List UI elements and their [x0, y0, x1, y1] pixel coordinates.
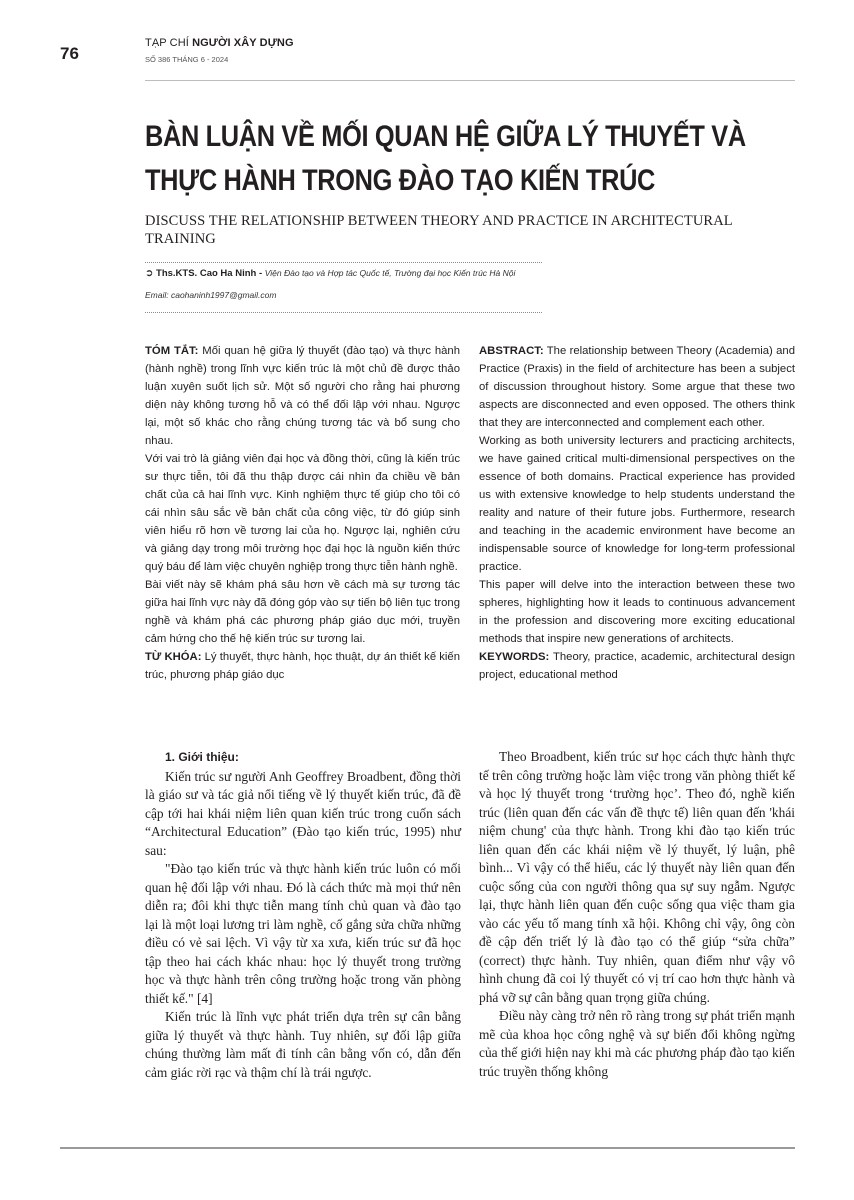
keywords-vi-text: Lý thuyết, thực hành, học thuật, dự án thiết kế kiến trúc, phương pháp giáo dục: [145, 651, 460, 681]
abstract-en-text-1: The relationship between Theory (Academia) and Practice (Praxis) in the field of architecture has been a subject of discussion throughout history. Some argue that these two aspects are disconnected and even opposed. The others think that they are interconnected and complement each other.: [479, 345, 795, 429]
abstract-vietnamese: [145, 342, 460, 684]
article-title: BÀN LUẬN VỀ MỐI QUAN HỆ GIỮA LÝ THUYẾT VÀ THỰC HÀNH TRONG ĐÀO TẠO KIẾN TRÚC: [145, 120, 746, 197]
arrow-icon: ➲: [145, 268, 154, 279]
abstract-en-paragraph-1: [479, 342, 795, 432]
author-email: Email: caohaninh1997@gmail.com: [145, 290, 277, 300]
abstract-vi-text-1: Mối quan hệ giữa lý thuyết (đào tạo) và thực hành (hành nghề) trong lĩnh vực kiến trúc là một chủ đề được thảo luận xuyên suốt lịch sử. Một số người cho rằng hai phương diện này không tương hỗ và có thể đối lập với nhau. Ngược lại, một số khác cho rằng chúng tương tác và bổ sung cho nhau.: [145, 345, 460, 447]
page-number: 76: [60, 44, 79, 63]
journal-name: NGƯỜI XÂY DỰNG: [192, 37, 294, 49]
article-subtitle: DISCUSS THE RELATIONSHIP BETWEEN THEORY AND PRACTICE IN ARCHITECTURAL TRAINING: [145, 213, 733, 247]
journal-title: [145, 37, 294, 49]
keywords-en-label: KEYWORDS:: [479, 651, 550, 663]
journal-prefix: TẠP CHÍ: [145, 37, 189, 49]
author-name: Ths.KTS. Cao Ha Ninh -: [156, 268, 263, 279]
footer-divider: [60, 1147, 795, 1149]
section-heading-intro: 1. Giới thiệu:: [165, 750, 239, 764]
body-paragraph: Theo Broadbent, kiến trúc sư học cách thực hành thực tế trên công trường hoặc làm việc trong văn phòng thiết kế và học lý thuyết trong ‘trường học’. Theo đó, nghề kiến trúc (liên quan đến các vấn đề thực tế) liên quan đến 'khái niệm chung' của thực hành. Trong khi đào tạo kiến trúc liên quan đến các khái niệm về lý thuyết, lý luận, phê bình... Vì vậy có thể hiểu, các lý thuyết này liên quan đến cuộc sống của con người thông qua sự suy ngẫm. Ngược lại, thực hành liên quan đến cuộc sống qua việc tham gia vào các yếu tố mang tính xã hội. Không chỉ vậy, ông còn đề cập đến triết lý là đào tạo có thể giúp “sửa chữa” (correct) thực hành. Tuy nhiên, quan điểm như vậy vô hình chung đã coi lý thuyết có vị trí cao hơn thực hành và phá vỡ sự cân bằng quan trọng giữa chúng.: [479, 749, 795, 1005]
author-line: [145, 268, 515, 279]
abstract-vi-paragraph-1: [145, 342, 460, 450]
body-paragraph: Kiến trúc sư người Anh Geoffrey Broadbent, đồng thời là giáo sư và tác giả nổi tiếng về lý thuyết kiến trúc, đã đề cập tới hai khái niệm liên quan kiến trúc trong cuốn sách “Architectural Education” (Đào tạo kiến trúc, 1995) như sau:: [145, 768, 461, 858]
abstract-en-paragraph-2: Working as both university lecturers and practicing architects, we have gained critical multi-dimensional perspectives on the essence of both domains. Practical experience has provided us with extensive knowledge to help students understand the reality and nature of their future jobs. Furthermore, research and teaching in the academic environment have become an indispensable source of knowledge for long-term professional practice.: [479, 435, 795, 573]
body-paragraph: Điều này càng trở nên rõ ràng trong sự phát triển mạnh mẽ của khoa học công nghệ và sự biến đổi không ngừng của thế giới hiện nay khi mà các phương pháp đào tạo kiến trúc truyền thống không: [479, 1008, 795, 1079]
abstract-vi-label: TÓM TẮT:: [145, 345, 199, 357]
header-divider: [145, 80, 795, 81]
author-affiliation: Viện Đào tạo và Hợp tác Quốc tế, Trường đại học Kiến trúc Hà Nội: [264, 268, 516, 278]
abstract-en-paragraph-3: This paper will delve into the interaction between these two spheres, highlighting how it leads to continuous advancement in the profession and discovering more exciting educational methods that inspire new generations of architects.: [479, 579, 795, 645]
abstract-vi-paragraph-2: Với vai trò là giảng viên đại học và đồng thời, cũng là kiến trúc sư thực tiễn, tôi đã thu thập được cái nhìn đa chiều về bản chất của cả hai lĩnh vực. Kinh nghiệm thực tế giúp cho tôi có cái nhìn sâu sắc về bản chất của công việc, từ đó giúp sinh viên hiểu rõ hơn về tương lai của họ. Ngược lại, nghiên cứu và giảng dạy trong môi trường học đại học là nguồn kiến thức quý báu để làm việc chuyên nghiệp trong thực tiễn hành nghề.: [145, 453, 460, 573]
body-column-right: [479, 748, 795, 1081]
issue-info: SỐ 386 THÁNG 6 - 2024: [145, 55, 229, 64]
abstract-vi-paragraph-3: Bài viết này sẽ khám phá sâu hơn về cách mà sự tương tác giữa hai lĩnh vực này đã đóng góp vào sự tiến bộ liên tục trong nghề và khám phá các phương pháp giáo dục mới, truyền cảm hứng cho thế hệ kiến trúc sư tương lai.: [145, 579, 460, 645]
keywords-en-text: Theory, practice, academic, architectural design project, educational method: [479, 651, 795, 681]
body-column-left: [145, 748, 461, 1082]
body-paragraph: Kiến trúc là lĩnh vực phát triển dựa trên sự cân bằng giữa lý thuyết và thực hành. Tuy nhiên, sự đối lập giữa chúng thường làm mất đi tính cân bằng vốn có, dẫn đến cảm giác rời rạc và thậm chí là trái ngược.: [145, 1009, 461, 1080]
abstract-english: [479, 342, 795, 684]
keywords-en: [479, 648, 795, 684]
keywords-vi-label: TỪ KHÓA:: [145, 651, 202, 663]
dotted-divider-bottom: [145, 312, 542, 313]
keywords-vi: [145, 648, 460, 684]
dotted-divider-top: [145, 262, 542, 263]
abstract-en-label: ABSTRACT:: [479, 345, 544, 357]
body-quote: "Đào tạo kiến trúc và thực hành kiến trúc luôn có mối quan hệ đối lập với nhau. Đó là cách thức mà mọi thứ nên diễn ra; đôi khi thực tiễn mang tính chủ quan và đào tạo lại là một loại lương tri làm nghề, cố gắng sửa chữa những điều có vẻ sai lệch. Vì vậy từ xa xưa, kiến trúc sư đã học tập theo hai cách khác nhau: học lý thuyết trong trường học và thực hành trên công trường hoặc trong văn phòng thiết kế." [4]: [145, 861, 461, 1006]
